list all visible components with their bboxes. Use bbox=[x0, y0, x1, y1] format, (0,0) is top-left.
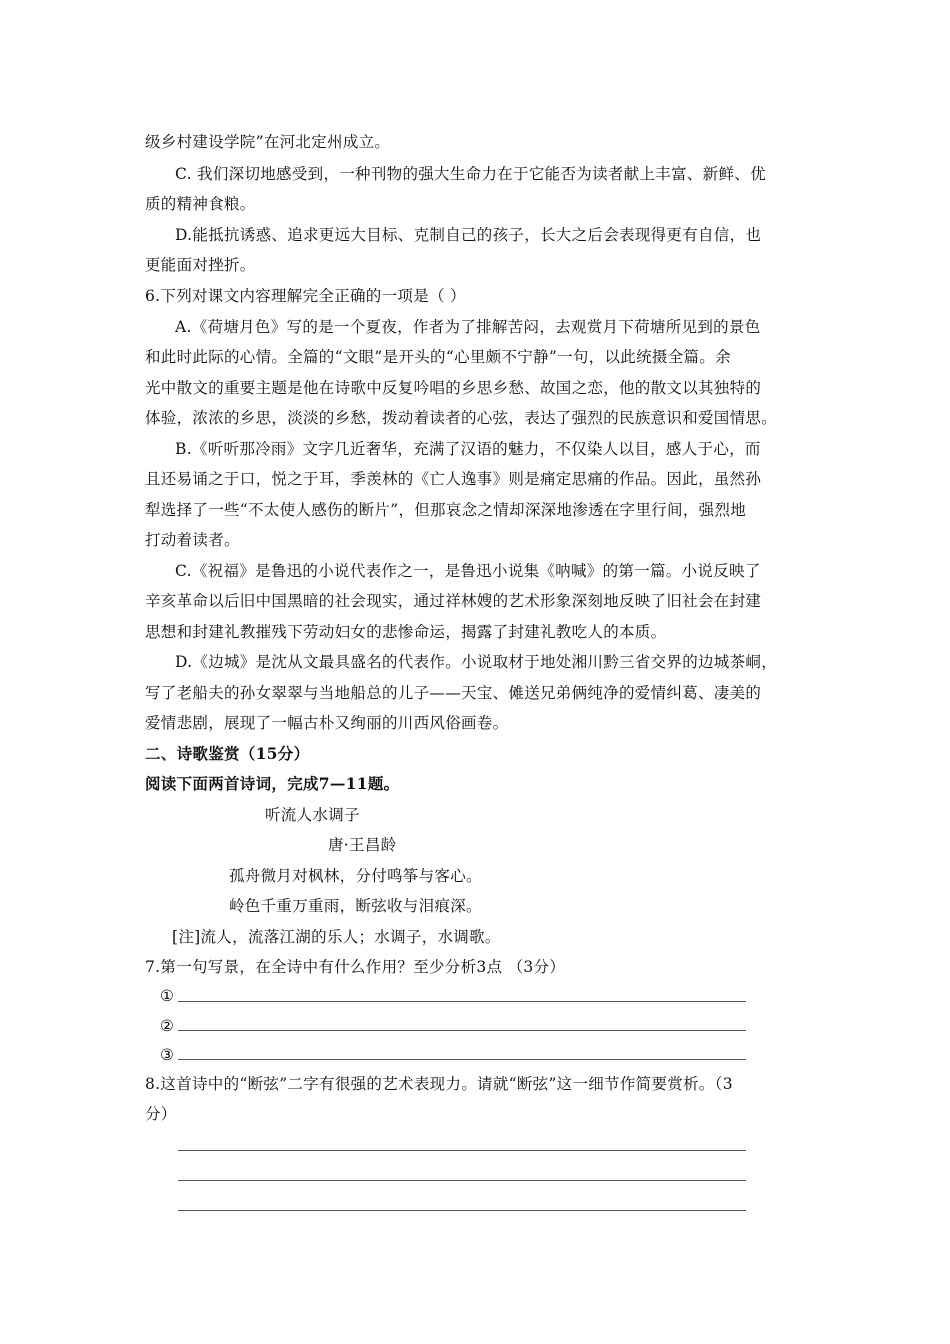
q6-option-b-line4: 打动着读者。 bbox=[145, 531, 240, 549]
q6-option-c-line2: 辛亥革命以后旧中国黑暗的社会现实，通过祥林嫂的艺术形象深刻地反映了旧社会在封建 bbox=[145, 592, 762, 610]
q7-stem: 7.第一句写景，在全诗中有什么作用？至少分析3点 （3分） bbox=[145, 958, 566, 976]
q8-stem-line1: 8.这首诗中的“断弦”二字有很强的艺术表现力。请就“断弦”这一细节作简要赏析。（3 bbox=[145, 1075, 733, 1093]
q7-answer-marker-2: ② bbox=[160, 1017, 174, 1035]
q6-option-a-line3: 光中散文的重要主题是他在诗歌中反复吟唱的乡思乡愁、故国之恋，他的散文以其独特的 bbox=[145, 379, 762, 397]
q7-answer-marker-1: ① bbox=[160, 987, 174, 1005]
q6-option-b-line2: 且还易诵之于口，悦之于耳，季羡林的《亡人逸事》则是痛定思痛的作品。因此，虽然孙 bbox=[145, 470, 762, 488]
q6-option-a-line4: 体验，浓浓的乡思，淡淡的乡愁，拨动着读者的心弦，表达了强烈的民族意识和爱国情思。 bbox=[145, 409, 778, 427]
q6-option-c-line1: C.《祝福》是鲁迅的小说代表作之一，是鲁迅小说集《呐喊》的第一篇。小说反映了 bbox=[175, 562, 761, 580]
q7-answer-marker-3: ③ bbox=[160, 1046, 174, 1064]
poem-note: [注]流人，流落江湖的乐人；水调子，水调歌。 bbox=[172, 928, 501, 946]
q8-answer-line-1[interactable] bbox=[178, 1150, 746, 1151]
q6-stem: 6.下列对课文内容理解完全正确的一项是（ ） bbox=[145, 287, 466, 305]
q5-option-c-line2: 质的精神食粮。 bbox=[145, 195, 256, 213]
q8-stem-line2: 分） bbox=[145, 1105, 177, 1123]
q7-answer-line-2[interactable] bbox=[178, 1030, 746, 1031]
q8-answer-line-2[interactable] bbox=[178, 1180, 746, 1181]
poem-author: 唐·王昌龄 bbox=[328, 836, 397, 854]
q8-answer-line-3[interactable] bbox=[178, 1210, 746, 1211]
q7-answer-line-1[interactable] bbox=[178, 1001, 746, 1002]
q6-option-d-line1: D.《边城》是沈从文最具盛名的代表作。小说取材于地处湘川黔三省交界的边城茶峒， bbox=[175, 653, 778, 671]
q6-option-d-line2: 写了老船夫的孙女翠翠与当地船总的儿子——天宝、傩送兄弟俩纯净的爱情纠葛、凄美的 bbox=[145, 684, 762, 702]
q5-option-d-line1: D.能抵抗诱惑、追求更远大目标、克制自己的孩子，长大之后会表现得更有自信，也 bbox=[175, 226, 762, 244]
q6-option-b-line3: 犁选择了一些“不太使人感伤的断片”，但那哀念之情却深深地渗透在字里行间，强烈地 bbox=[145, 501, 747, 519]
q5-option-d-line2: 更能面对挫折。 bbox=[145, 256, 256, 274]
q6-option-b-line1: B.《听听那冷雨》文字几近奢华，充满了汉语的魅力，不仅染人以目，感人于心，而 bbox=[175, 440, 761, 458]
q5-b-continuation: 级乡村建设学院”在河北定州成立。 bbox=[145, 133, 391, 151]
section-heading: 二、诗歌鉴赏（15分） bbox=[145, 744, 310, 763]
q7-answer-line-3[interactable] bbox=[178, 1059, 746, 1060]
poem-line-2: 岭色千重万重雨，断弦收与泪痕深。 bbox=[229, 897, 482, 915]
poem-line-1: 孤舟微月对枫林，分付鸣筝与客心。 bbox=[229, 867, 482, 885]
q5-option-c-line1: C. 我们深切地感受到，一种刊物的强大生命力在于它能否为读者献上丰富、新鲜、优 bbox=[175, 165, 766, 183]
q6-option-a-line2: 和此时此际的心情。全篇的“文眼”是开头的“心里颇不宁静”一句，以此统摄全篇。余 bbox=[145, 348, 731, 366]
q6-option-d-line3: 爱情悲剧，展现了一幅古朴又绚丽的川西风俗画卷。 bbox=[145, 714, 509, 732]
poem-title: 听流人水调子 bbox=[265, 806, 360, 824]
q6-option-c-line3: 思想和封建礼教摧残下劳动妇女的悲惨命运，揭露了封建礼教吃人的本质。 bbox=[145, 623, 667, 641]
section-instruction: 阅读下面两首诗词，完成7—11题。 bbox=[145, 774, 400, 793]
q6-option-a-line1: A.《荷塘月色》写的是一个夏夜，作者为了排解苦闷，去观赏月下荷塘所见到的景色 bbox=[175, 318, 761, 336]
